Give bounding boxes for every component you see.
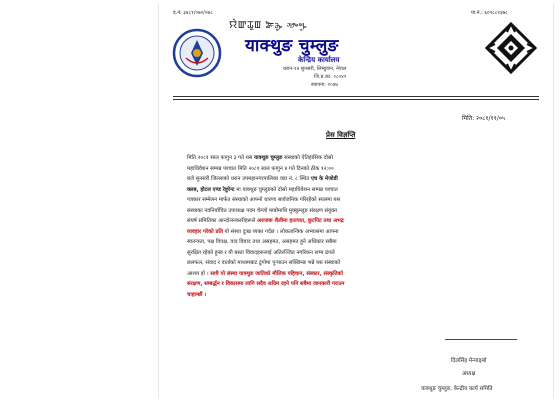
highlighted-text: अराजक शैलीमा हातपात, कुटपिट तथा अभद्र [257, 218, 344, 224]
body-text: संघर्ष समितिका आन्दोलनकारीहरूले [187, 218, 258, 224]
body-text: संस्थाको ऐतिहासिक दोस्रो [282, 155, 333, 161]
body-line [187, 185, 525, 196]
highlighted-text: व्यवहार गरेको प्रति [187, 228, 223, 235]
sacred-symbol-icon [485, 22, 537, 74]
signatory-name: दिलसिंह मेन्याङ्बो [451, 358, 487, 364]
body-text: मिति २०८१ साल फागुन ३ गते यस [187, 155, 255, 161]
body-text: संस्थाका नवनिर्वाचित उपाध्यक्ष पदम चेम्जो माबोमाथि मुक्कुम्लुङ संरक्षण संयुक्त [187, 207, 337, 214]
body-line [187, 290, 525, 301]
body-text: छलफल, संवाद र वार्ताको माध्यमबाट टुंगोमा पुऱ्याउन सक्छिन्छ भन्ने यस संस्थाको [187, 260, 341, 266]
highlighted-text: संरक्षण, सम्बर्द्धन र विकासमा लागि सदैव अग्रिम रहने पनि सबैमा जानकारी गराउन [187, 281, 345, 287]
header-divider [173, 96, 539, 97]
body-text: महाधिवेशन सम्पन्न पश्चात मिति २०८१ साल फागुन ४ गते दिनको ठीक १२:०० [187, 165, 334, 172]
body-line [187, 206, 525, 217]
letter-body [187, 153, 525, 300]
body-line [187, 279, 525, 290]
address: धरान-१४ सुनसरी, लिम्बुवान, नेपाल [283, 66, 347, 72]
highlighted-text: साथै यो संस्था याक्थुङ जातिको मौलिक पहिचान, संस्कार, संस्कृतिको [210, 270, 343, 277]
body-text: पत्रकार सम्मेलन मार्फत संस्थाको आफ्नो धारणा सार्वजनिक गरिरहेको स्थलमा यस [187, 197, 341, 203]
body-line [187, 258, 525, 269]
registration-number: जि.प्र.का. ०८०४९ [314, 74, 347, 80]
body-text: आशय हो । [187, 270, 211, 277]
body-line [187, 153, 525, 164]
body-text: सुरक्षित रहेको हुन्छ र यी बस्ता विवादहरूलाई अतिरञ्जित नगरिकन सभ्य ढंगले [187, 249, 335, 256]
body-line [187, 164, 525, 175]
organization-emblem-icon [172, 28, 222, 78]
letter-page [158, 4, 554, 398]
signature-line [445, 339, 517, 340]
signatory-role: अध्यक्ष [462, 371, 476, 377]
signatory-organization: याक्थुङ चुम्लुङ, केन्द्रीय कार्य समिति [421, 386, 493, 392]
bold-text: एच के मेजोडी [310, 176, 338, 182]
body-text: मा याक्थुङ चुम्लुङको दोस्रो महाधिवेशन सम्पन्न पश्चात [234, 186, 338, 193]
body-line [187, 248, 525, 259]
header-divider-thin [173, 99, 539, 100]
bold-text: क्लब, होटल एण्ड रेष्टुरेन्ट [187, 186, 235, 193]
letter-date: मिति: २०८१/११/०५ [462, 115, 506, 122]
body-line [187, 216, 525, 227]
organization-name: याक्थुङ चुम्लुङ [245, 36, 339, 56]
body-line [187, 237, 525, 248]
body-text: बजे सुनसरी जिल्लाको धरान उपमहानगरपालिका वडा नं. ८ स्थित [187, 176, 311, 182]
body-line [187, 195, 525, 206]
body-text: यो संस्था दुःख व्यक्त गर्दछ । लोकतान्त्रिक अभ्यासमा आफ्ना [222, 228, 339, 235]
body-line [187, 174, 525, 185]
bold-text: याक्थुङ चुम्लुङ [254, 155, 283, 161]
reference-number: द.नं: ३४८१/०७०/०७८ [173, 10, 213, 16]
native-script-line: ꯌꯥꯛꯊꯨꯡ ᤕᤠᤰᤌᤢᤱ ᤆᤣᤴᤗᤢᤱ [229, 20, 308, 31]
office-name: केन्द्रिय कार्यालय [298, 56, 340, 64]
body-line [187, 269, 525, 280]
body-text: स्वतन्त्रता, पक्ष विपक्ष, वाद विवाद तथा असहमत, असहमत हुने अधिकार सबैमा [187, 239, 337, 245]
pan-number: पा.नं.: ६०९८८२३७८ [471, 10, 508, 16]
established-year: स्थापना: २०४७ [311, 82, 338, 88]
letter-title: प्रेस विज्ञप्ति [326, 131, 356, 139]
highlighted-text: चाहान्छौं । [187, 291, 207, 298]
body-line [187, 227, 525, 238]
